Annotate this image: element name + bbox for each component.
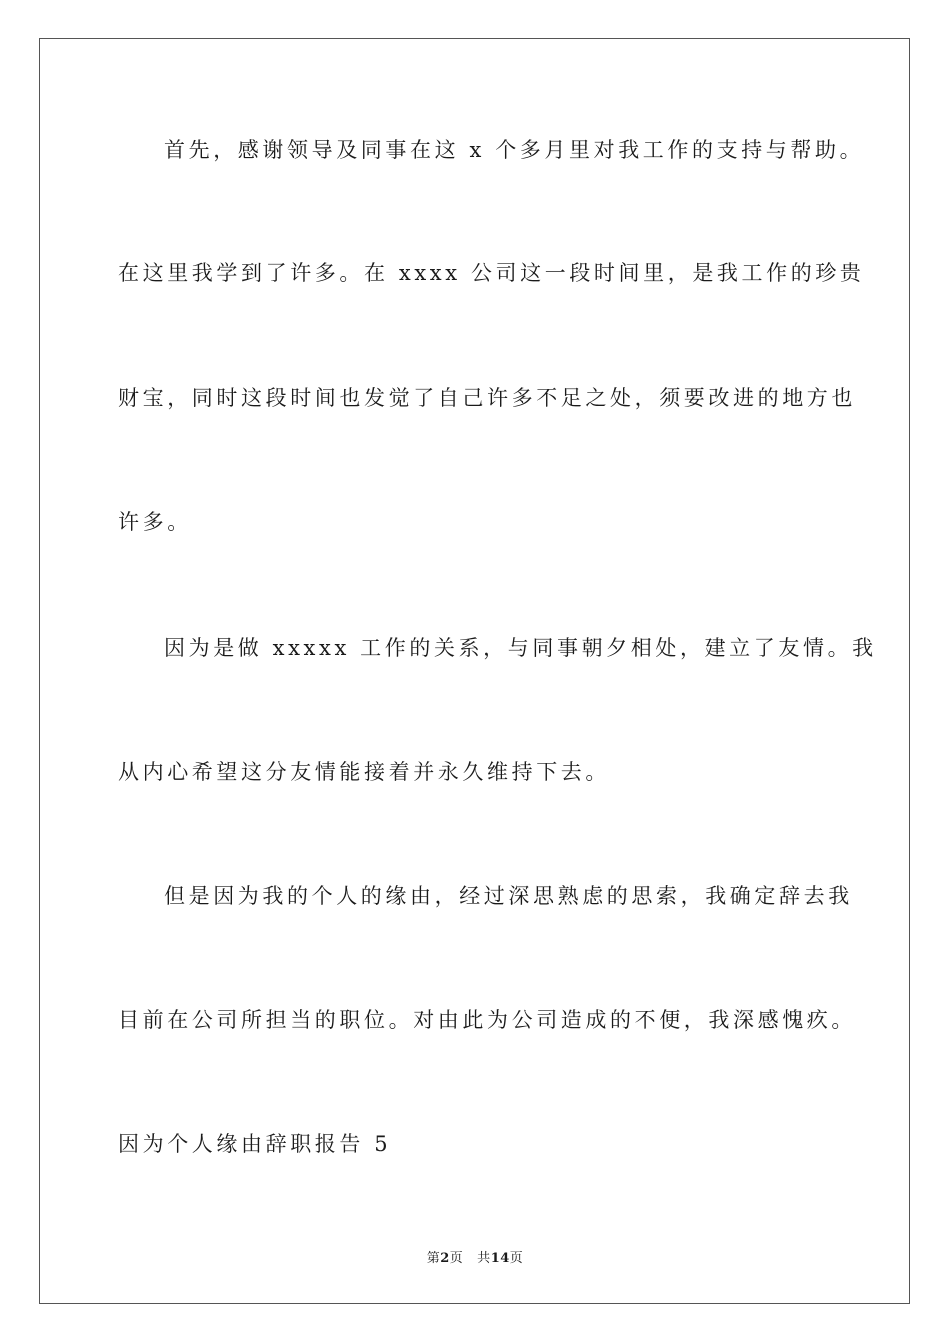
paragraph-1-line-4: 许多。 [118, 510, 192, 534]
total-pages-label [477, 1251, 523, 1266]
total-number: 14 [490, 1251, 510, 1266]
page-number: 2 [440, 1251, 450, 1266]
total-prefix: 共 [477, 1251, 491, 1266]
page-border [39, 38, 910, 1304]
page-footer [0, 1247, 950, 1266]
page-label [427, 1251, 464, 1266]
paragraph-3-line-1: 但是因为我的个人的缘由，经过深思熟虑的思索，我确定辞去我 [164, 884, 853, 908]
section-heading: 因为个人缘由辞职报告 5 [118, 1132, 392, 1156]
paragraph-2-line-2: 从内心希望这分友情能接着并永久维持下去。 [118, 760, 610, 784]
paragraph-2-line-1: 因为是做 xxxxx 工作的关系，与同事朝夕相处，建立了友情。我 [164, 636, 877, 660]
total-suffix: 页 [509, 1251, 524, 1266]
page-prefix: 第 [426, 1251, 441, 1266]
page-suffix: 页 [449, 1251, 464, 1266]
paragraph-1-line-2: 在这里我学到了许多。在 xxxx 公司这一段时间里，是我工作的珍贵 [118, 261, 865, 285]
paragraph-1-line-1: 首先，感谢领导及同事在这 x 个多月里对我工作的支持与帮助。 [164, 138, 865, 162]
paragraph-1-line-3: 财宝，同时这段时间也发觉了自己许多不足之处，须要改进的地方也 [118, 386, 856, 410]
paragraph-3-line-2: 目前在公司所担当的职位。对由此为公司造成的不便，我深感愧疚。 [118, 1008, 856, 1032]
